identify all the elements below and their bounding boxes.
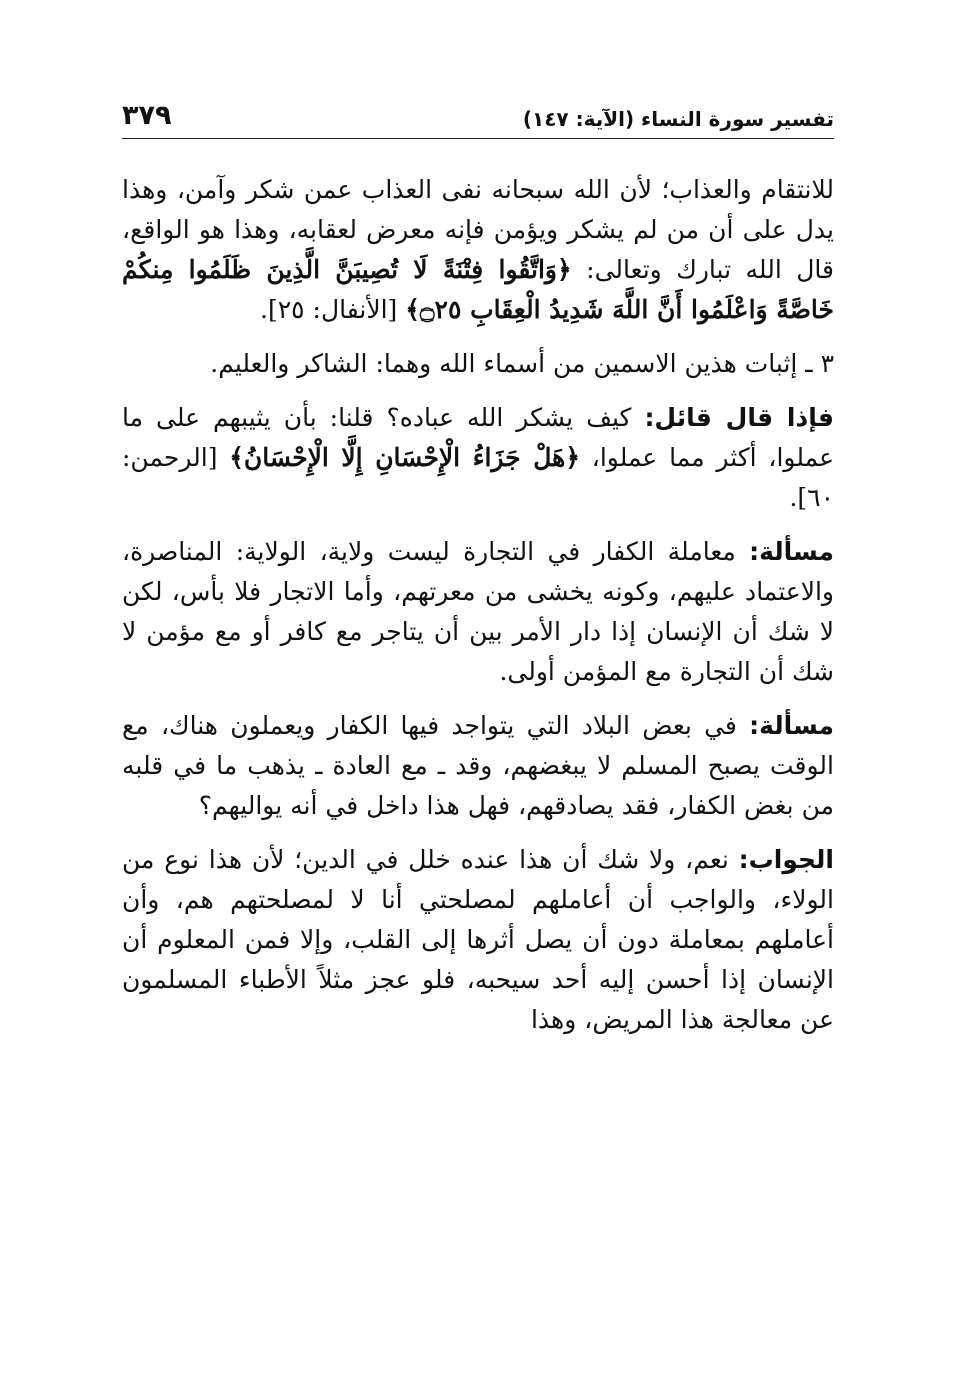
paragraph-lead: فإذا قال قائل: bbox=[644, 403, 834, 432]
paragraph-6 bbox=[122, 840, 834, 1040]
page-body bbox=[122, 170, 834, 1054]
verse-reference: [الأنفال: ٢٥]. bbox=[260, 295, 406, 324]
header-title: تفسير سورة النساء (الآية: ١٤٧) bbox=[522, 107, 834, 131]
paragraph-text: للانتقام والعذاب؛ لأن الله سبحانه نفى العذاب عمن شكر وآمن، وهذا يدل على أن من لم يشكر ويؤمن فإنه معرض لعقابه، وهذا هو الواقع، قال الله تبارك وتعالى: bbox=[122, 175, 834, 284]
header-divider bbox=[122, 138, 834, 139]
verse-reference: [الرحمن: ٦٠]. bbox=[122, 443, 834, 512]
paragraph-5 bbox=[122, 706, 834, 826]
paragraph-text: معاملة الكفار في التجارة ليست ولاية، الولاية: المناصرة، والاعتماد عليهم، وكونه يخشى من معرتهم، وأما الاتجار فلا بأس، لكن لا شك أن الإنسان إذا دار الأمر بين أن يتاجر مع كافر أو مع مؤمن لا شك أن التجارة مع المؤمن أولى. bbox=[122, 537, 834, 686]
quran-verse: ﴿وَاتَّقُوا فِتْنَةً لَا تُصِيبَنَّ الَّذِينَ ظَلَمُوا مِنكُمْ خَاصَّةً وَاعْلَمُوا أَنَّ اللَّهَ شَدِيدُ الْعِقَابِ ۝٢٥﴾ bbox=[122, 255, 834, 324]
paragraph-lead: مسألة: bbox=[749, 711, 834, 740]
paragraph-text: في بعض البلاد التي يتواجد فيها الكفار ويعملون هناك، مع الوقت يصبح المسلم لا يبغضهم، وقد ـ مع العادة ـ يذهب ما في قلبه من بغض الكفار، فقد يصادقهم، فهل هذا داخل في أنه يواليهم؟ bbox=[122, 711, 834, 820]
paragraph-text: ٣ ـ إثبات هذين الاسمين من أسماء الله وهما: الشاكر والعليم. bbox=[210, 349, 834, 378]
paragraph-lead: الجواب: bbox=[738, 845, 834, 874]
paragraph-1 bbox=[122, 170, 834, 330]
running-header bbox=[122, 92, 834, 132]
quran-verse: ﴿هَلْ جَزَاءُ الْإِحْسَانِ إِلَّا الْإِحْسَانُ﴾ bbox=[229, 443, 580, 472]
paragraph-3 bbox=[122, 398, 834, 518]
paragraph-text: نعم، ولا شك أن هذا عنده خلل في الدين؛ لأن هذا نوع من الولاء، والواجب أن أعاملهم لمصلحتي أنا لا لمصلحتهم هم، وأن أعاملهم بمعاملة دون أن يصل أثرها إلى القلب، وإلا فمن المعلوم أن الإنسان إذا أحسن إليه أحد سيحبه، فلو عجز مثلاً الأطباء المسلمون عن معالجة هذا المريض، وهذا bbox=[122, 845, 834, 1034]
page-number: ٣٧٩ bbox=[122, 100, 172, 131]
paragraph-4 bbox=[122, 532, 834, 692]
paragraph-text: كيف يشكر الله عباده؟ قلنا: بأن يثيبهم على ما عملوا، أكثر مما عملوا، bbox=[122, 403, 834, 472]
paragraph-lead: مسألة: bbox=[749, 537, 834, 566]
paragraph-2 bbox=[122, 344, 834, 384]
